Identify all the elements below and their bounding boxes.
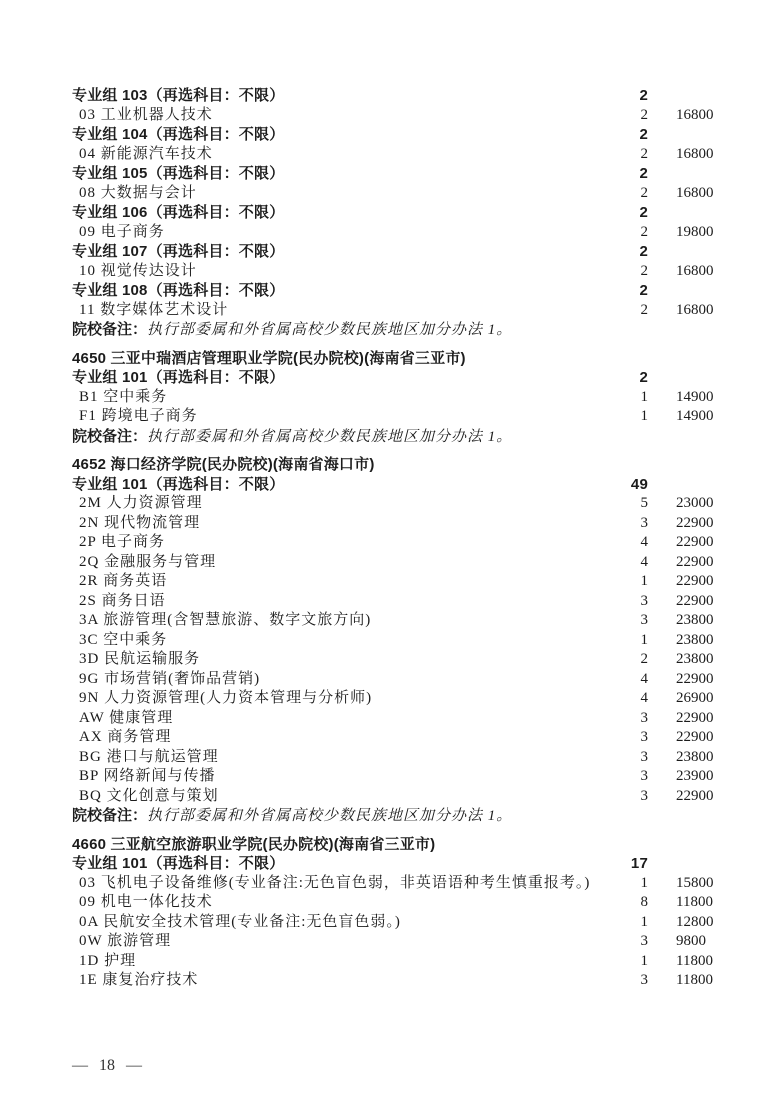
enrollment-count: 2 xyxy=(639,369,648,386)
tuition-fee: 23800 xyxy=(676,631,714,648)
major-row xyxy=(72,223,777,243)
school-row xyxy=(72,349,777,369)
tuition-fee: 22900 xyxy=(676,592,714,609)
enrollment-count: 49 xyxy=(630,475,648,493)
tuition-fee: 22900 xyxy=(676,534,714,550)
major-name: BG 港口与航运管理 xyxy=(79,748,219,765)
major-name: 2P 电子商务 xyxy=(79,534,166,550)
major-row xyxy=(72,709,777,729)
group-label: 专业组 108（再选科目：不限） xyxy=(72,282,285,299)
enrollment-count: 4 xyxy=(640,690,648,706)
enrollment-count: 3 xyxy=(640,514,648,531)
enrollment-count: 3 xyxy=(640,972,648,988)
tuition-fee: 11800 xyxy=(676,972,713,988)
major-row xyxy=(72,631,777,651)
major-row xyxy=(72,494,777,514)
enrollment-count: 1 xyxy=(640,631,648,648)
footer-dash-left: — xyxy=(72,1057,88,1074)
major-name: 2S 商务日语 xyxy=(79,592,166,609)
group-row xyxy=(72,475,777,495)
major-row xyxy=(72,874,777,894)
major-row xyxy=(72,184,777,204)
remark-row xyxy=(72,806,777,826)
remark-text: 执行部委属和外省属高校少数民族地区加分办法 1。 xyxy=(147,428,513,445)
enrollment-count: 1 xyxy=(640,408,648,424)
major-row xyxy=(72,728,777,748)
major-row xyxy=(72,650,777,670)
major-row xyxy=(72,932,777,952)
major-name: 3D 民航运输服务 xyxy=(79,651,201,667)
enrollment-count: 3 xyxy=(640,592,648,609)
major-row xyxy=(72,952,777,972)
enrollment-count: 2 xyxy=(639,87,648,104)
school-title: 4660 三亚航空旅游职业学院(民办院校)(海南省三亚市) xyxy=(72,835,436,853)
major-row xyxy=(72,553,777,573)
remark-prefix: 院校备注： xyxy=(72,807,148,824)
enrollment-count: 3 xyxy=(640,709,648,726)
tuition-fee: 15800 xyxy=(676,874,714,891)
tuition-fee: 23800 xyxy=(676,612,714,628)
enrollment-count: 3 xyxy=(640,768,648,784)
major-row xyxy=(72,971,777,991)
enrollment-count: 1 xyxy=(640,388,648,405)
enrollment-count: 2 xyxy=(640,145,648,162)
major-name: F1 跨境电子商务 xyxy=(79,408,198,424)
enrollment-count: 1 xyxy=(640,913,648,930)
major-name: 2R 商务英语 xyxy=(79,573,168,589)
tuition-fee: 9800 xyxy=(676,933,706,949)
major-name: 08 大数据与会计 xyxy=(79,184,197,201)
enrollment-count: 2 xyxy=(639,165,648,182)
major-row xyxy=(72,145,777,165)
tuition-fee: 22900 xyxy=(676,729,714,745)
major-name: 03 工业机器人技术 xyxy=(79,106,213,123)
group-row xyxy=(72,281,777,301)
enrollment-count: 2 xyxy=(640,301,648,318)
major-name: 11 数字媒体艺术设计 xyxy=(79,301,229,318)
major-row xyxy=(72,262,777,282)
tuition-fee: 16800 xyxy=(676,301,714,318)
enrollment-count: 8 xyxy=(640,894,648,910)
major-name: 3C 空中乘务 xyxy=(79,631,168,648)
enrollment-count: 2 xyxy=(640,262,648,279)
school-row xyxy=(72,835,777,855)
tuition-fee: 22900 xyxy=(676,573,714,589)
group-label: 专业组 107（再选科目：不限） xyxy=(72,243,285,260)
major-row xyxy=(72,514,777,534)
tuition-fee: 11800 xyxy=(676,894,713,910)
tuition-fee: 23800 xyxy=(676,748,714,765)
group-label: 专业组 103（再选科目：不限） xyxy=(72,87,285,104)
major-row xyxy=(72,592,777,612)
major-name: 0A 民航安全技术管理(专业备注:无色盲色弱。) xyxy=(79,913,401,930)
enrollment-count: 1 xyxy=(640,952,648,969)
enrollment-count: 2 xyxy=(639,126,648,143)
major-name: BQ 文化创意与策划 xyxy=(79,787,219,804)
major-row xyxy=(72,301,777,321)
major-row xyxy=(72,407,777,427)
major-name: AX 商务管理 xyxy=(79,729,172,745)
tuition-fee: 14900 xyxy=(676,388,714,405)
tuition-fee: 12800 xyxy=(676,913,714,930)
group-label: 专业组 101（再选科目：不限） xyxy=(72,855,285,872)
enrollment-count: 4 xyxy=(640,670,648,687)
major-row xyxy=(72,748,777,768)
major-name: 1D 护理 xyxy=(79,952,137,969)
major-name: 2Q 金融服务与管理 xyxy=(79,553,217,570)
enrollment-count: 4 xyxy=(640,553,648,570)
enrollment-count: 2 xyxy=(639,282,648,299)
enrollment-count: 3 xyxy=(640,787,648,804)
enrollment-count: 1 xyxy=(640,573,648,589)
enrollment-count: 2 xyxy=(640,223,648,240)
enrollment-count: 2 xyxy=(640,184,648,201)
enrollment-count: 3 xyxy=(640,729,648,745)
tuition-fee: 22900 xyxy=(676,514,714,531)
remark-text: 执行部委属和外省属高校少数民族地区加分办法 1。 xyxy=(147,808,513,824)
major-row xyxy=(72,388,777,408)
major-row xyxy=(72,767,777,787)
enrollment-count: 17 xyxy=(630,855,648,872)
major-name: BP 网络新闻与传播 xyxy=(79,768,216,784)
group-label: 专业组 106（再选科目：不限） xyxy=(72,204,285,221)
school-row xyxy=(72,455,777,475)
major-row xyxy=(72,572,777,592)
school-title: 4652 海口经济学院(民办院校)(海南省海口市) xyxy=(72,456,375,473)
tuition-fee: 19800 xyxy=(676,223,714,240)
major-name: 9N 人力资源管理(人力资本管理与分析师) xyxy=(79,690,373,706)
group-label: 专业组 104（再选科目：不限） xyxy=(72,126,285,143)
major-name: AW 健康管理 xyxy=(79,709,174,726)
major-name: 09 电子商务 xyxy=(79,223,165,240)
major-name: 1E 康复治疗技术 xyxy=(79,972,199,988)
major-name: 9G 市场营销(奢饰品营销) xyxy=(79,670,261,687)
tuition-fee: 14900 xyxy=(676,408,714,424)
major-name: B1 空中乘务 xyxy=(79,388,168,405)
tuition-fee: 22900 xyxy=(676,709,714,726)
tuition-fee: 22900 xyxy=(676,553,714,570)
group-row xyxy=(72,125,777,145)
remark-row xyxy=(72,427,777,447)
group-label: 专业组 101（再选科目：不限） xyxy=(72,475,285,493)
remark-prefix: 院校备注： xyxy=(72,321,148,338)
remark-row xyxy=(72,320,777,340)
enrollment-count: 1 xyxy=(640,874,648,891)
tuition-fee: 16800 xyxy=(676,145,714,162)
page-number: 18 xyxy=(99,1057,115,1074)
enrollment-count: 2 xyxy=(639,204,648,221)
enrollment-count: 2 xyxy=(640,651,648,667)
tuition-fee: 22900 xyxy=(676,670,714,687)
group-row xyxy=(72,86,777,106)
major-name: 2N 现代物流管理 xyxy=(79,514,201,531)
enrollment-count: 4 xyxy=(640,534,648,550)
enrollment-count: 2 xyxy=(640,106,648,123)
major-name: 09 机电一体化技术 xyxy=(79,894,213,910)
enrollment-count: 2 xyxy=(639,243,648,260)
tuition-fee: 23900 xyxy=(676,768,714,784)
page-footer xyxy=(72,1055,142,1077)
major-row xyxy=(72,106,777,126)
remark-prefix: 院校备注： xyxy=(72,427,148,445)
tuition-fee: 16800 xyxy=(676,106,714,123)
group-row xyxy=(72,203,777,223)
enrollment-count: 3 xyxy=(640,748,648,765)
admission-table xyxy=(72,86,777,991)
school-title: 4650 三亚中瑞酒店管理职业学院(民办院校)(海南省三亚市) xyxy=(72,349,466,367)
major-name: 10 视觉传达设计 xyxy=(79,262,197,279)
major-name: 0W 旅游管理 xyxy=(79,933,172,949)
major-row xyxy=(72,689,777,709)
tuition-fee: 16800 xyxy=(676,184,714,201)
group-row xyxy=(72,242,777,262)
major-name: 2M 人力资源管理 xyxy=(79,495,203,511)
group-label: 专业组 101（再选科目：不限） xyxy=(72,369,285,386)
group-row xyxy=(72,164,777,184)
group-row xyxy=(72,368,777,388)
major-row xyxy=(72,533,777,553)
major-row xyxy=(72,787,777,807)
major-name: 04 新能源汽车技术 xyxy=(79,145,213,162)
tuition-fee: 16800 xyxy=(676,262,714,279)
major-row xyxy=(72,893,777,913)
major-row xyxy=(72,913,777,933)
major-name: 3A 旅游管理(含智慧旅游、数字文旅方向) xyxy=(79,612,372,628)
group-row xyxy=(72,854,777,874)
remark-text: 执行部委属和外省属高校少数民族地区加分办法 1。 xyxy=(147,322,513,338)
major-name: 03 飞机电子设备维修(专业备注:无色盲色弱，非英语语种考生慎重报考。) xyxy=(79,874,591,891)
tuition-fee: 23800 xyxy=(676,651,714,667)
major-row xyxy=(72,611,777,631)
tuition-fee: 11800 xyxy=(676,952,713,969)
tuition-fee: 26900 xyxy=(676,690,714,706)
tuition-fee: 22900 xyxy=(676,787,714,804)
tuition-fee: 23000 xyxy=(676,495,714,511)
enrollment-count: 3 xyxy=(640,612,648,628)
major-row xyxy=(72,670,777,690)
group-label: 专业组 105（再选科目：不限） xyxy=(72,165,285,182)
enrollment-count: 3 xyxy=(640,933,648,949)
footer-dash-right: — xyxy=(126,1057,142,1074)
enrollment-count: 5 xyxy=(640,495,648,511)
